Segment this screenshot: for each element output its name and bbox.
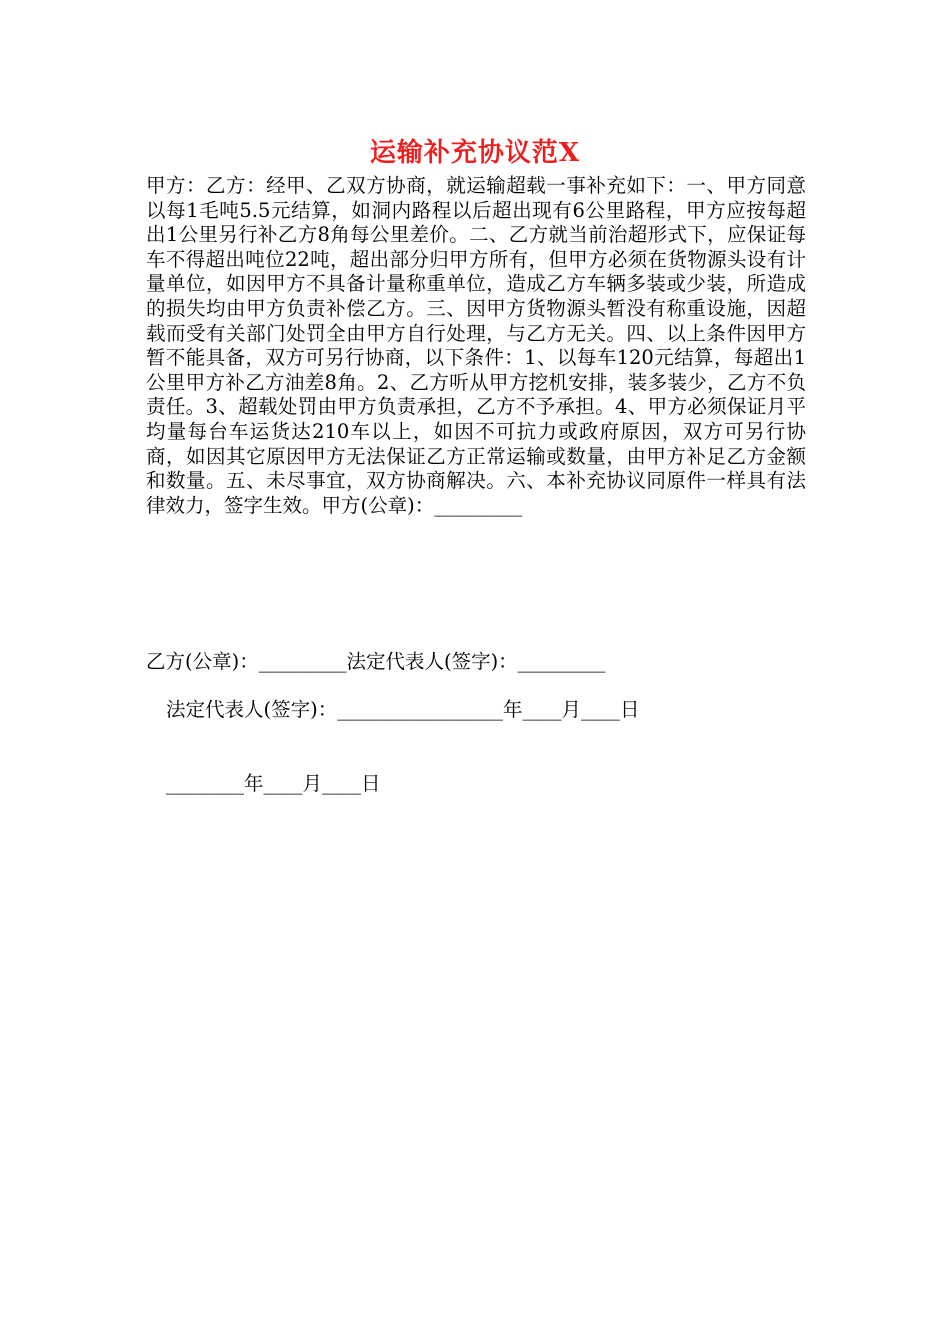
signature-line-party-b: 乙方(公章)：_________法定代表人(签字)：_________ (146, 650, 606, 673)
document-title: 运输补充协议范X (369, 138, 581, 168)
signature-line-date: ________年____月____日 (166, 772, 381, 795)
agreement-body: 甲方：乙方：经甲、乙双方协商，就运输超载一事补充如下：一、甲方同意以每1毛吨5.5元结算，如洞内路程以后超出现有6公里路程，甲方应按每超出1公里另行补乙方8角每公里差价。二、乙方就当前治超形式下，应保证每车不得超出吨位22吨，超出部分归甲方所有，但甲方必须在货物源头设有计量单位，如因甲方不具备计量称重单位，造成乙方车辆多装或少装，所造成的损失均由甲方负责补偿乙方。三、因甲方货物源头暂没有称重设施，因超载而受有关部门处罚全由甲方自行处理，与乙方无关。四、以上条件因甲方暂不能具备，双方可另行协商，以下条件：1、以每车120元结算，每超出1公里甲方补乙方油差8角。2、乙方听从甲方挖机安排，装多装少，乙方不负责任。3、超载处罚由甲方负责承担，乙方不予承担。4、甲方必须保证月平均量每台车运货达210车以上，如因不可抗力或政府原因，双方可另行协商，如因其它原因甲方无法保证乙方正常运输或数量，由甲方补足乙方金额和数量。五、未尽事宜，双方协商解决。六、本补充协议同原件一样具有法律效力，签字生效。甲方(公章)：_________ (146, 174, 806, 517)
signature-line-representative: 法定代表人(签字)：_________________年____月____日 (166, 698, 640, 721)
